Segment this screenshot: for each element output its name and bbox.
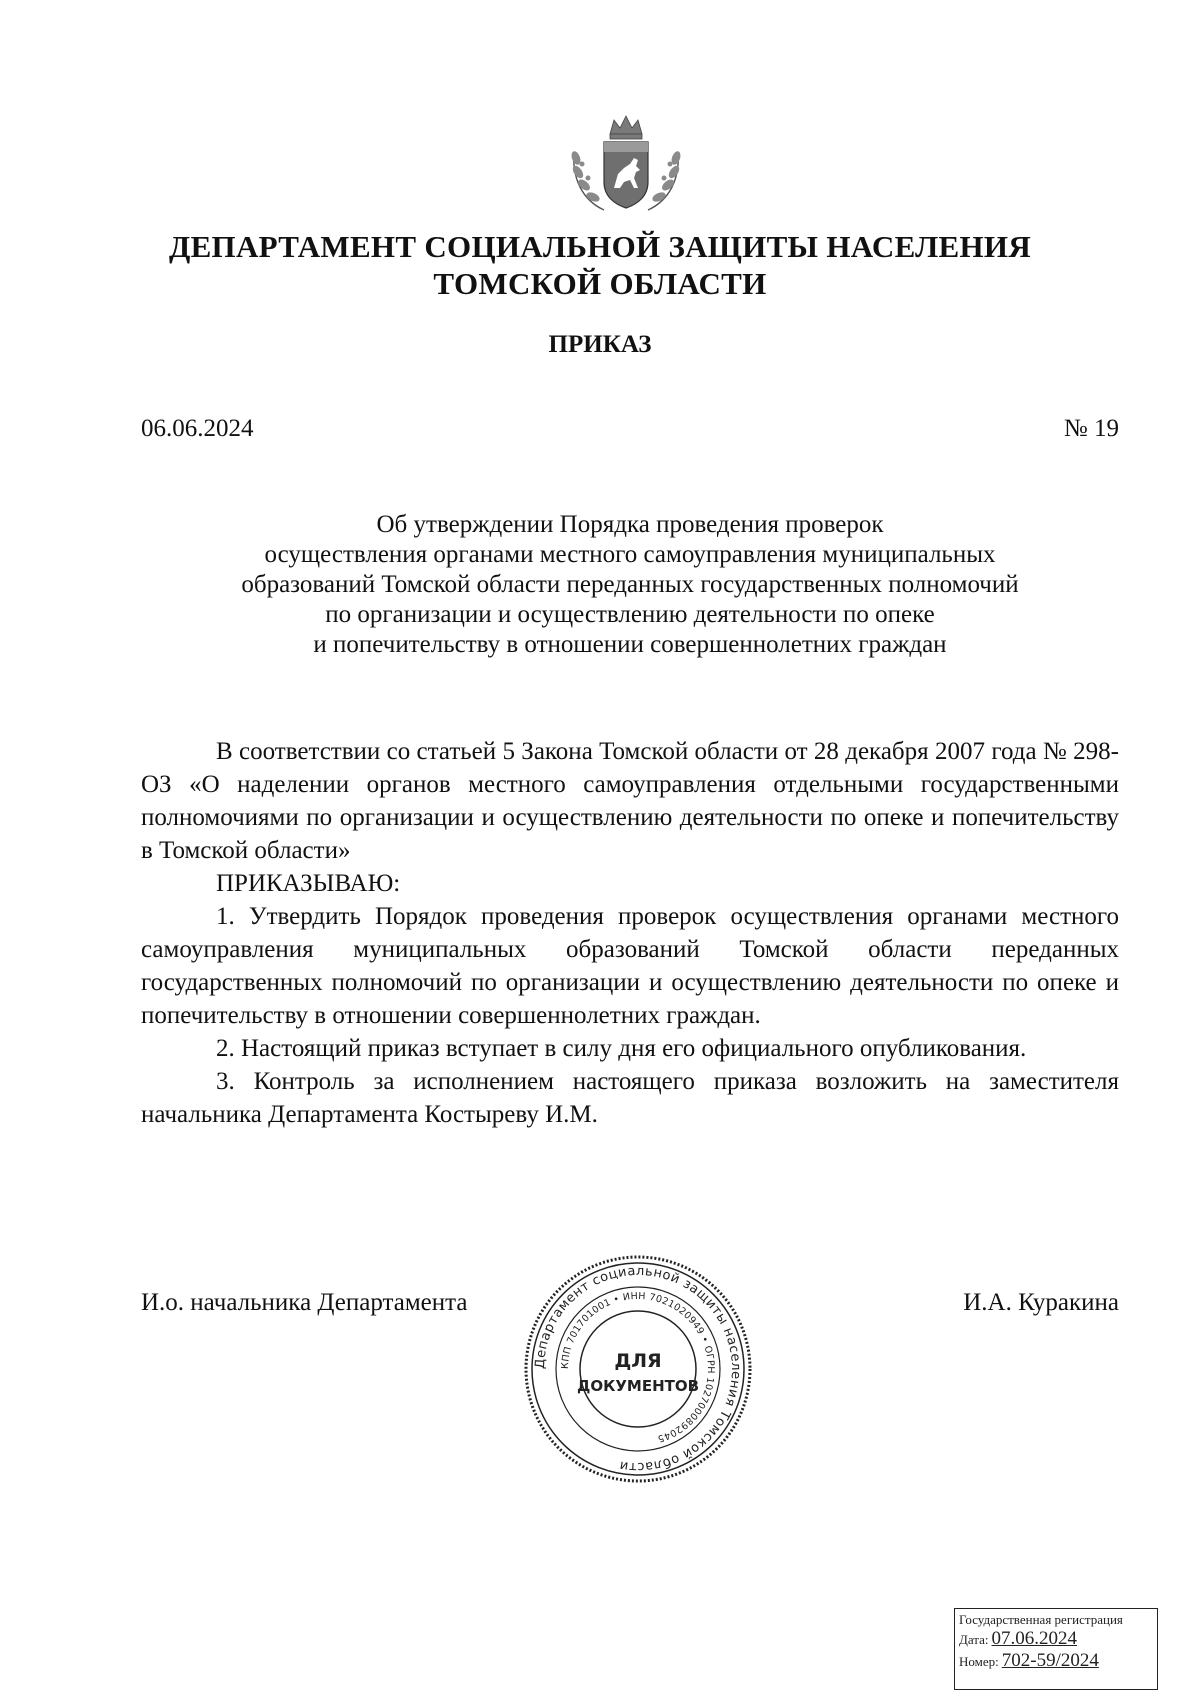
seal-inner-text: КПП 701701001 • ИНН 7021020949 • ОГРН 1027000892045: [559, 1290, 717, 1445]
coat-of-arms-emblem: [564, 112, 688, 216]
registration-number-value: 702-59/2024: [1001, 1650, 1099, 1671]
order-number: № 19: [1063, 415, 1119, 442]
preamble-paragraph: В соответствии со статьей 5 Закона Томской области от 28 декабря 2007 года № 298-ОЗ «О наделении органов местного самоуправления отдельными государственными полномочиями по организации и осуществлению деятельности по опеке и попечительству в Томской области»: [141, 738, 1119, 864]
signatory-position: И.о. начальника Департамента: [141, 1289, 468, 1316]
subject-line: образований Томской области переданных государственных полномочий: [241, 571, 1019, 598]
department-title-line1: ДЕПАРТАМЕНТ СОЦИАЛЬНОЙ ЗАЩИТЫ НАСЕЛЕНИЯ: [168, 229, 1032, 264]
signatory-name: И.А. Куракина: [963, 1289, 1119, 1316]
date-number-line: [141, 414, 1119, 444]
subject-line: по организации и осуществлению деятельности по опеке: [325, 601, 935, 628]
seal-ring-text: Департамент социальной защиты населения Томской области: [532, 1263, 744, 1475]
department-title-line2: ТОМСКОЙ ОБЛАСТИ: [433, 266, 767, 301]
subject-line: и попечительству в отношении совершеннолетних граждан: [313, 631, 947, 658]
order-item: 1. Утвердить Порядок проведения проверок осуществления органами местного самоуправления муниципальных образований Томской области переданных государственных полномочий по организации и осуществлению деятельности по опеке и попечительству в отношении совершеннолетних граждан.: [141, 903, 1119, 1029]
registration-date-value: 07.06.2024: [991, 1628, 1078, 1649]
order-item: 3. Контроль за исполнением настоящего приказа возложить на заместителя начальника Департамента Костыреву И.М.: [141, 1068, 1119, 1128]
subject-line: осуществления органами местного самоуправления муниципальных: [264, 541, 996, 568]
seal-center-line1: ДЛЯ: [614, 1350, 662, 1372]
order-title: ПРИКАЗ: [548, 331, 652, 358]
order-date: 06.06.2024: [141, 415, 254, 442]
order-subject: [120, 510, 1140, 660]
order-directive: ПРИКАЗЫВАЮ:: [216, 870, 401, 897]
registration-number-label: Номер:: [959, 1654, 999, 1669]
official-seal: [522, 1253, 754, 1485]
department-title: [0, 228, 1200, 302]
order-item: 2. Настоящий приказ вступает в силу дня его официального опубликования.: [216, 1035, 1027, 1062]
order-body: [141, 735, 1119, 1131]
registration-date-label: Дата:: [959, 1632, 989, 1647]
subject-line: Об утверждении Порядка проведения проверок: [376, 511, 884, 538]
seal-center-line2: ДОКУМЕНТОВ: [576, 1377, 700, 1395]
registration-stamp: [954, 1608, 1158, 1690]
registration-title: Государственная регистрация: [959, 1612, 1123, 1627]
